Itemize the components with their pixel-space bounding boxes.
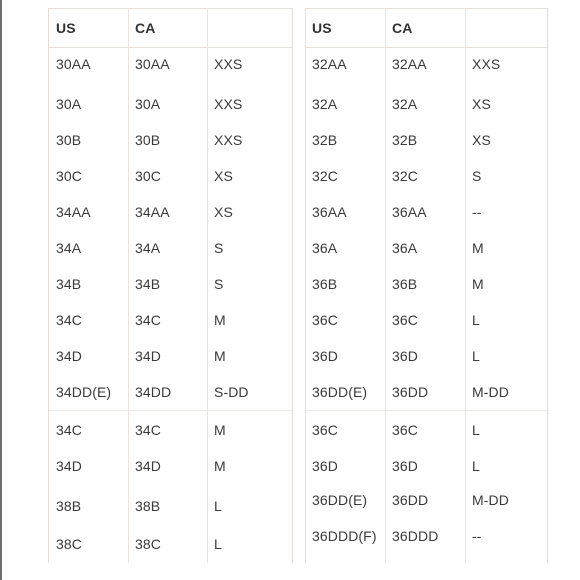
left-table-cell: L xyxy=(214,536,222,552)
left-table-cell: 34A xyxy=(56,240,82,256)
right-table-cell: S xyxy=(472,168,482,184)
left-table-row xyxy=(49,194,292,230)
left-table-row xyxy=(49,86,292,122)
left-table-cell: XXS xyxy=(214,96,243,112)
left-column-divider xyxy=(128,8,129,563)
left-table-cell: 34AA xyxy=(135,204,170,220)
left-table-cell: 34DD xyxy=(135,384,172,400)
right-table-cell: L xyxy=(472,312,480,328)
left-table-cell: S-DD xyxy=(214,384,249,400)
right-table-cell: 32C xyxy=(392,168,418,184)
right-table-cell: XXS xyxy=(472,56,501,72)
left-table-cell: 38B xyxy=(135,498,161,514)
left-table-cell: 38C xyxy=(56,536,82,552)
right-table-cell: M xyxy=(472,240,484,256)
size-table-right xyxy=(305,8,548,563)
left-table-cell: 34C xyxy=(135,422,161,438)
right-table-cell: 32AA xyxy=(312,56,347,72)
left-table-cell: 34DD(E) xyxy=(56,384,112,400)
right-table-cell: XS xyxy=(472,96,491,112)
left-header-row xyxy=(49,8,292,48)
right-table-cell: 36C xyxy=(392,422,418,438)
left-table-cell: 30AA xyxy=(56,56,91,72)
right-table-cell: XS xyxy=(472,132,491,148)
left-table-cell: XXS xyxy=(214,132,243,148)
left-header-cell: US xyxy=(56,20,76,36)
left-header-cell: CA xyxy=(135,20,156,36)
left-column-divider xyxy=(207,8,208,563)
left-table-cell: M xyxy=(214,348,226,364)
right-row-divider xyxy=(306,410,547,411)
right-table-row xyxy=(306,266,547,302)
right-table-cell: 36AA xyxy=(392,204,427,220)
left-table-cell: 30A xyxy=(135,96,161,112)
right-table-row xyxy=(306,122,547,158)
right-header-cell: CA xyxy=(392,20,413,36)
left-table-cell: XS xyxy=(214,168,233,184)
right-table-row xyxy=(306,230,547,266)
right-table-cell: 36DD xyxy=(392,492,429,508)
right-table-row xyxy=(306,194,547,230)
right-table-row xyxy=(306,302,547,338)
right-table-cell: M-DD xyxy=(472,384,509,400)
left-table-cell: 38B xyxy=(56,498,82,514)
right-column-divider xyxy=(385,8,386,563)
right-table-row xyxy=(306,482,547,518)
left-table-row xyxy=(49,338,292,374)
right-table-cell: 32AA xyxy=(392,56,427,72)
left-table-cell: L xyxy=(214,498,222,514)
size-table-left xyxy=(48,8,293,563)
right-table-cell: 36B xyxy=(312,276,338,292)
right-column-divider xyxy=(465,8,466,563)
left-row-divider xyxy=(49,410,292,411)
left-edge-line xyxy=(0,0,2,580)
left-table-cell: 34B xyxy=(56,276,82,292)
right-table-cell: 36D xyxy=(312,348,338,364)
left-table-cell: 30C xyxy=(135,168,161,184)
right-table-row xyxy=(306,412,547,448)
left-table-cell: M xyxy=(214,312,226,328)
right-table-cell: 32A xyxy=(392,96,418,112)
left-table-row xyxy=(49,374,292,410)
left-table-row xyxy=(49,302,292,338)
right-table-cell: 36D xyxy=(312,458,338,474)
right-table-cell: L xyxy=(472,348,480,364)
right-header-cell: US xyxy=(312,20,332,36)
left-table-cell: 34C xyxy=(135,312,161,328)
right-table-cell: 36AA xyxy=(312,204,347,220)
right-table-row xyxy=(306,374,547,410)
right-table-row xyxy=(306,338,547,374)
right-table-cell: M-DD xyxy=(472,492,509,508)
left-table-cell: 34C xyxy=(56,312,82,328)
left-table-row xyxy=(49,158,292,194)
right-table-cell: L xyxy=(472,422,480,438)
right-table-cell: 36C xyxy=(392,312,418,328)
right-table-cell: L xyxy=(472,458,480,474)
right-table-cell: -- xyxy=(472,528,482,544)
left-table-cell: 34D xyxy=(56,458,82,474)
right-table-cell: 36DDD(F) xyxy=(312,528,377,544)
right-table-cell: 36C xyxy=(312,422,338,438)
right-table-cell: 32A xyxy=(312,96,338,112)
left-table-cell: S xyxy=(214,276,224,292)
left-table-row xyxy=(49,526,292,562)
left-table-cell: 38C xyxy=(135,536,161,552)
right-table-cell: 36D xyxy=(392,458,418,474)
left-table-cell: 34AA xyxy=(56,204,91,220)
left-table-cell: 30B xyxy=(135,132,161,148)
left-table-cell: 34C xyxy=(56,422,82,438)
left-table-cell: XS xyxy=(214,204,233,220)
right-table-cell: 36D xyxy=(392,348,418,364)
left-table-cell: M xyxy=(214,458,226,474)
left-table-cell: 30C xyxy=(56,168,82,184)
left-table-cell: 30B xyxy=(56,132,82,148)
right-table-cell: 32C xyxy=(312,168,338,184)
left-table-cell: 30A xyxy=(56,96,82,112)
right-table-cell: M xyxy=(472,276,484,292)
left-table-cell: S xyxy=(214,240,224,256)
right-table-row xyxy=(306,46,547,82)
left-table-row xyxy=(49,488,292,524)
right-header-row xyxy=(306,8,547,48)
left-table-cell: M xyxy=(214,422,226,438)
right-table-row xyxy=(306,158,547,194)
left-table-cell: 34D xyxy=(135,458,161,474)
right-table-row xyxy=(306,518,547,554)
right-table-cell: -- xyxy=(472,204,482,220)
right-table-cell: 36DD(E) xyxy=(312,384,368,400)
right-table-row xyxy=(306,448,547,484)
right-table-cell: 36A xyxy=(392,240,418,256)
left-table-row xyxy=(49,230,292,266)
left-table-row xyxy=(49,266,292,302)
right-table-cell: 32B xyxy=(392,132,418,148)
left-table-cell: 30AA xyxy=(135,56,170,72)
right-table-row xyxy=(306,86,547,122)
right-table-cell: 36B xyxy=(392,276,418,292)
right-table-cell: 36DDD xyxy=(392,528,439,544)
left-table-cell: 34D xyxy=(135,348,161,364)
left-table-row xyxy=(49,46,292,82)
right-table-cell: 32B xyxy=(312,132,338,148)
left-table-row xyxy=(49,122,292,158)
right-table-cell: 36C xyxy=(312,312,338,328)
right-table-cell: 36A xyxy=(312,240,338,256)
left-table-cell: 34B xyxy=(135,276,161,292)
left-table-row xyxy=(49,412,292,448)
right-table-cell: 36DD xyxy=(392,384,429,400)
left-table-cell: 34D xyxy=(56,348,82,364)
left-table-row xyxy=(49,448,292,484)
left-table-cell: XXS xyxy=(214,56,243,72)
right-table-cell: 36DD(E) xyxy=(312,492,368,508)
left-table-cell: 34A xyxy=(135,240,161,256)
